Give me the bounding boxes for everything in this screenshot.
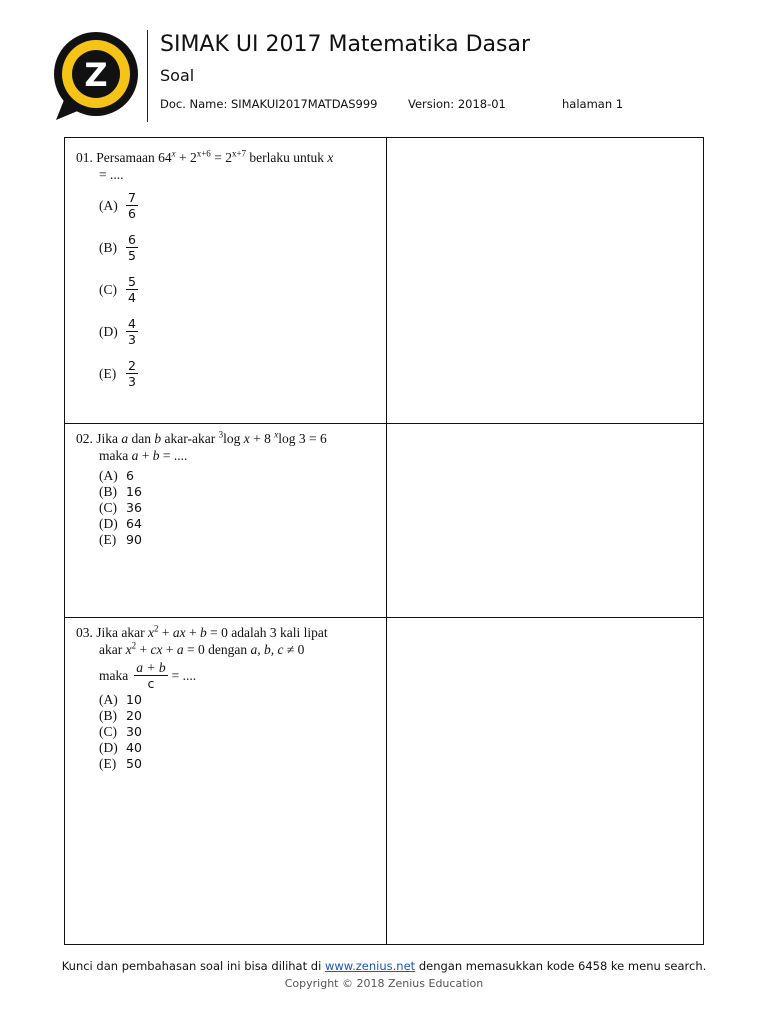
zenius-logo <box>52 30 140 122</box>
fraction: $\frac{4}{3}$ <box>128 315 136 347</box>
zenius-link[interactable]: www.zenius.net <box>324 959 416 973</box>
question-2-options <box>76 467 376 547</box>
table-row-divider <box>64 617 704 618</box>
question-3-stem-cont: akar $x^2$ + cx + a = 0 dengan a, b, c ≠ 0 <box>99 640 305 657</box>
question-3-options <box>76 691 376 771</box>
option-c[interactable]: (C) 30 <box>99 723 142 739</box>
question-3-expression: maka $\frac{a + b}{c}$ = .... <box>99 660 197 691</box>
fraction: $\frac{a + b}{c}$ <box>136 660 166 691</box>
option-a[interactable]: (A) $\frac{7}{6}$ <box>99 189 136 221</box>
table-row-divider <box>64 423 704 424</box>
option-e[interactable]: (E) $\frac{2}{3}$ <box>99 357 136 389</box>
header-divider <box>147 30 148 122</box>
question-2-stem-cont: maka a + b = .... <box>99 448 188 463</box>
option-d[interactable]: (D) $\frac{4}{3}$ <box>99 315 136 347</box>
logo-letter: Z <box>84 56 108 94</box>
option-e[interactable]: (E) 90 <box>99 531 142 547</box>
fraction: $\frac{2}{3}$ <box>128 357 136 389</box>
option-d[interactable]: (D) 64 <box>99 515 142 531</box>
question-2-stem: 02. Jika a dan b akar-akar $^3$log x + 8 $^x$log 3 = 6 <box>76 429 327 446</box>
option-b[interactable]: (B) 20 <box>99 707 142 723</box>
page-number: halaman 1 <box>562 97 624 111</box>
question-1-stem-cont: = .... <box>99 167 124 182</box>
question-1-stem: 01. Persamaan $64^x + 2^{x+6} = 2^{x+7}$ berlaku untuk x <box>76 148 334 165</box>
footer-note: Kunci dan pembahasan soal ini bisa dilihat di www.zenius.net dengan memasukkan kode 6458 ke menu search. <box>61 959 707 973</box>
option-a[interactable]: (A) 10 <box>99 691 142 707</box>
option-a[interactable]: (A) 6 <box>99 467 134 483</box>
table-column-divider <box>386 137 387 945</box>
question-1-options <box>76 184 376 394</box>
doc-name: Doc. Name: SIMAKUI2017MATDAS999 <box>160 97 378 111</box>
doc-version: Version: 2018-01 <box>408 97 506 111</box>
copyright: Copyright © 2018 Zenius Education <box>284 977 484 990</box>
question-3-stem: 03. Jika akar $x^2$ + ax + b = 0 adalah 3 kali lipat <box>76 623 328 640</box>
question-1 <box>76 149 376 394</box>
option-c[interactable]: (C) $\frac{5}{4}$ <box>99 273 136 305</box>
option-b[interactable]: (B) $\frac{6}{5}$ <box>99 231 136 263</box>
option-c[interactable]: (C) 36 <box>99 499 142 515</box>
option-d[interactable]: (D) 40 <box>99 739 142 755</box>
question-3 <box>76 624 376 771</box>
page-title: SIMAK UI 2017 Matematika Dasar <box>160 32 530 57</box>
fraction: $\frac{5}{4}$ <box>128 273 136 305</box>
fraction: $\frac{7}{6}$ <box>128 189 136 221</box>
question-2 <box>76 430 376 547</box>
option-e[interactable]: (E) 50 <box>99 755 142 771</box>
option-b[interactable]: (B) 16 <box>99 483 142 499</box>
fraction: $\frac{6}{5}$ <box>128 231 136 263</box>
page-subtitle: Soal <box>160 66 195 85</box>
